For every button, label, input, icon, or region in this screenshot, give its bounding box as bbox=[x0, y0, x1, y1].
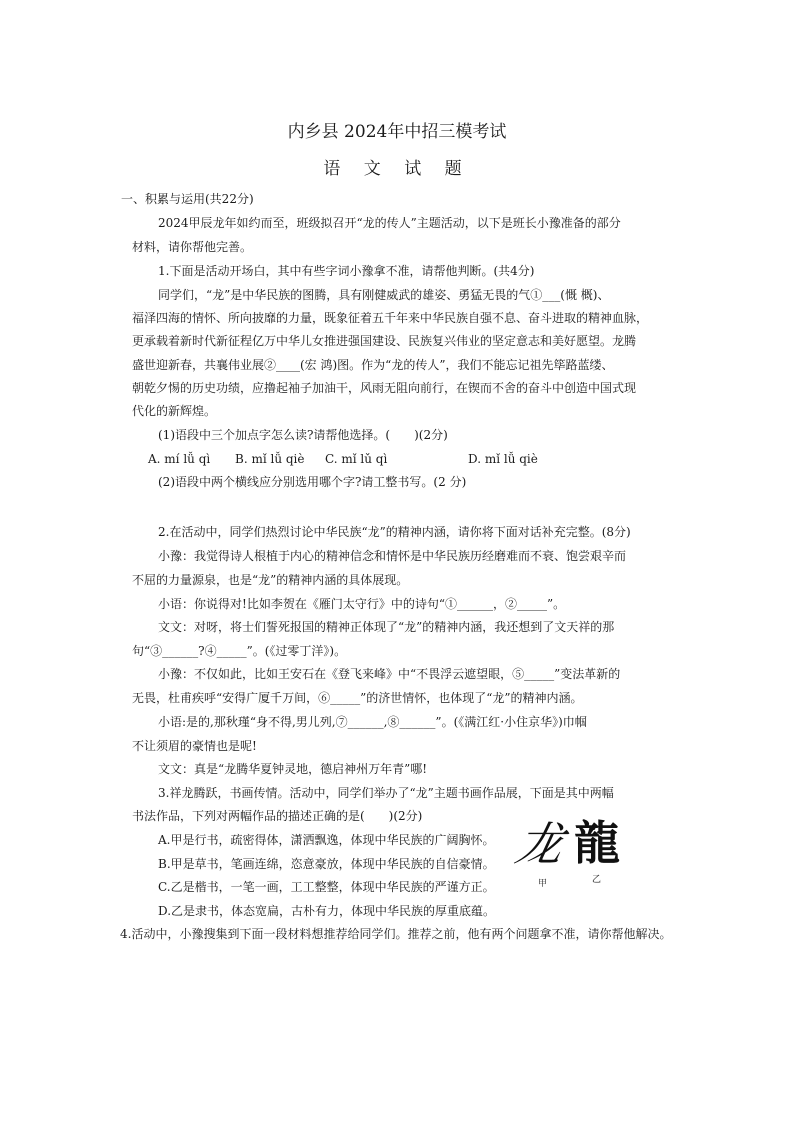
passage-line: 更承载着新时代新征程亿万中华儿女推进强国建设、民族复兴伟业的坚定意志和美好愿望。龙腾 bbox=[132, 334, 637, 348]
q3-option-a: A.甲是行书，疏密得体，潇洒飘逸，体现中华民族的广阔胸怀。 bbox=[158, 833, 495, 847]
section-heading: 一、积累与运用(共22分) bbox=[121, 192, 254, 206]
dialogue-line: 文文：对呀，将士们誓死报国的精神正体现了“龙”的精神内涵，我还想到了文天祥的那 bbox=[158, 620, 615, 634]
question-3-stem: 3.祥龙腾跃，书画传情。活动中，同学们举办了“龙”主题书画作品展，下面是其中两幅 bbox=[158, 786, 614, 800]
dialogue-line: 文文：真是“龙腾华夏钟灵地，德启神州万年青”哪! bbox=[158, 762, 428, 776]
dialogue-line: 小语：你说得对!比如李贺在《雁门太守行》中的诗句“①______，②_____”。 bbox=[158, 597, 566, 611]
dialogue-line: 小语:是的,那秋瑾“身不得,男儿列,⑦______,⑧______”。(《满江红·小住京华》)巾帼 bbox=[158, 715, 587, 729]
option-a: A. mí lǚ qì bbox=[148, 452, 211, 466]
question-2-stem: 2.在活动中，同学们热烈讨论中华民族“龙”的精神内涵，请你将下面对话补充完整。(8分) bbox=[158, 525, 631, 539]
label-jia: 甲 bbox=[538, 879, 548, 889]
q3-option-c: C.乙是楷书，一笔一画，工工整整，体现中华民族的严谨方正。 bbox=[158, 880, 495, 894]
option-c: C. mǐ lǔ qì bbox=[325, 452, 388, 466]
q3-option-b: B.甲是草书，笔画连绵，恣意豪放，体现中华民族的自信豪情。 bbox=[158, 857, 495, 871]
dialogue-line: 小豫：我觉得诗人根植于内心的精神信念和情怀是中华民族历经磨难而不衰、饱尝艰辛而 bbox=[158, 549, 627, 563]
dialogue-line: 不让须眉的豪情也是呢! bbox=[132, 739, 257, 753]
passage-line: 盛世迎新春，共襄伟业展②____(宏 鸿)图。作为“龙的传人”，我们不能忘记祖先筚路蓝缕、 bbox=[132, 358, 614, 372]
calligraphy-jia: 龙 bbox=[511, 817, 569, 871]
question-4-stem: 4.活动中，小豫搜集到下面一段材料想推荐给同学们。推荐之前，他有两个问题拿不准，请你帮他解决。 bbox=[120, 927, 672, 941]
subquestion-1: (1)语段中三个加点字怎么读?请帮他选择。( )(2分) bbox=[158, 428, 448, 442]
passage-line: 福泽四海的情怀、所向披靡的力量，既象征着五千年来中华民族自强不息、奋斗进取的精神血脉， bbox=[132, 311, 649, 325]
dialogue-line: 无畏，杜甫疾呼“安得广厦千万间，⑥_____”的济世情怀，也体现了“龙”的精神内涵。 bbox=[132, 691, 583, 705]
exam-title: 内乡县 2024年中招三模考试 bbox=[287, 122, 507, 142]
dialogue-line: 小豫：不仅如此，比如王安石在《登飞来峰》中“不畏浮云遮望眼，⑤_____”变法革新的 bbox=[158, 667, 621, 681]
option-d: D. mǐ lǚ qiè bbox=[468, 452, 538, 466]
question-1-stem: 1.下面是活动开场白，其中有些字词小豫拿不准，请帮他判断。(共4分) bbox=[158, 264, 535, 278]
dialogue-line: 句“③______?④_____”。(《过零丁洋》)。 bbox=[132, 644, 347, 658]
intro-line: 材料，请你帮他完善。 bbox=[132, 240, 253, 254]
subject-title: 语 文 试 题 bbox=[323, 159, 471, 179]
passage-line: 代化的新辉煌。 bbox=[132, 404, 217, 418]
dialogue-line: 不屈的力量源泉，也是“龙”的精神内涵的具体展现。 bbox=[132, 573, 409, 587]
intro-line: 2024甲辰龙年如约而至，班级拟召开“龙的传人”主题活动，以下是班长小豫准备的部分 bbox=[158, 216, 621, 230]
passage-line: 同学们，“龙”是中华民族的图腾，具有刚健威武的雄姿、勇猛无畏的气①___(慨 概)、 bbox=[158, 288, 610, 302]
option-b: B. mǐ lǚ qiè bbox=[235, 452, 305, 466]
q3-option-d: D.乙是隶书，体态宽扁，古朴有力，体现中华民族的厚重底蕴。 bbox=[158, 904, 496, 918]
subquestion-2: (2)语段中两个横线应分别选用哪个字?请工整书写。(2 分) bbox=[158, 475, 467, 489]
question-3-stem: 书法作品，下列对两幅作品的描述正确的是( )(2分) bbox=[132, 809, 423, 823]
label-yi: 乙 bbox=[592, 875, 602, 885]
passage-line: 朝乾夕惕的历史功绩，应撸起袖子加油干，风雨无阻向前行，在锲而不舍的奋斗中创造中国式现 bbox=[132, 381, 637, 395]
calligraphy-yi: 龍 bbox=[574, 816, 620, 870]
